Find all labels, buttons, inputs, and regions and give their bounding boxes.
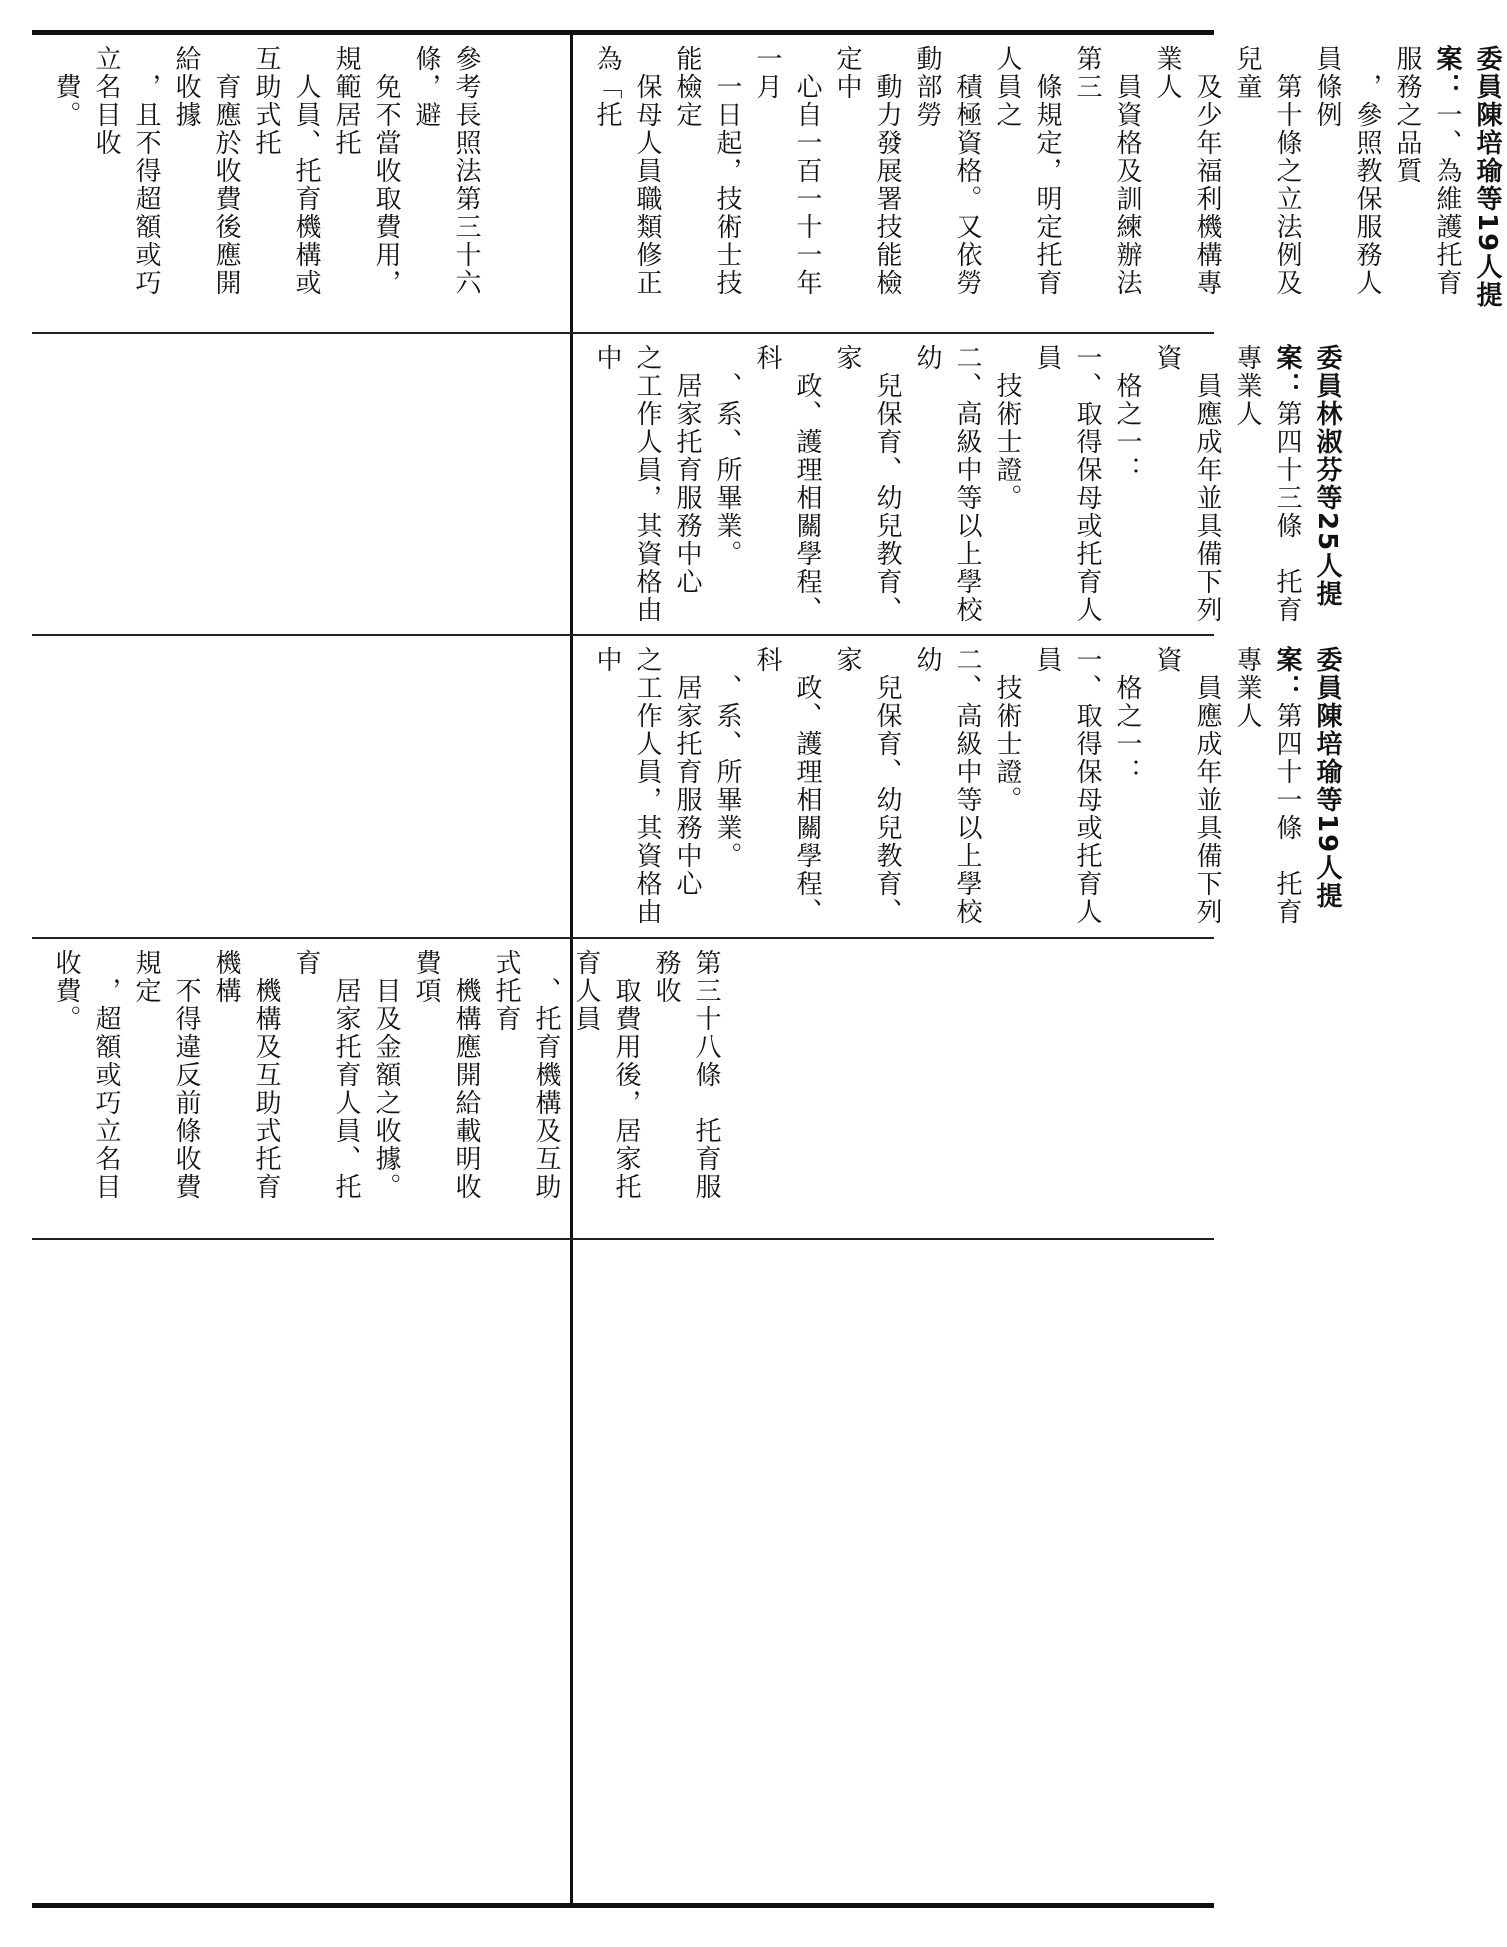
document-table bbox=[32, 30, 1502, 1908]
bottom-rule bbox=[32, 1903, 1214, 1908]
row-2-proposal-heading: 委員林淑芬等25人提案： bbox=[1272, 344, 1342, 609]
row-2-left-cell bbox=[32, 334, 570, 634]
row-5-right-cell bbox=[573, 1240, 1214, 1903]
row-1-right-cell bbox=[573, 35, 1502, 332]
row-3-right-text: 第四十一條 托育專業人 員應成年並具備下列資 格之一： 一、取得保母或托育人員 技術士證。 二、高級中等以上學校幼 兒保育、幼兒教育、家 政、護理相關學程、科 、系、所畢業。 居家托育服務中心 之工作人員，其資格由中 bbox=[592, 646, 1302, 926]
row-5-left-cell bbox=[32, 1240, 570, 1903]
row-3-right-cell bbox=[573, 636, 1342, 937]
row-1-left-text: 參考長照法第三十六條，避 免不當收取費用，規範居托 人員、托育機構或互助式托 育應於收費後應開給收據 ，且不得超額或巧立名目收 費。 bbox=[51, 45, 481, 297]
row-1-left-cell bbox=[32, 35, 570, 332]
row-2-right-block bbox=[587, 344, 1347, 624]
row-4-right-cell bbox=[573, 939, 1214, 1238]
row-2-right-text: 第四十三條 托育專業人 員應成年並具備下列資 格之一： 一、取得保母或托育人員 技術士證。 二、高級中等以上學校幼 兒保育、幼兒教育、家 政、護理相關學程、科 、系、所畢業。 居家托育服務中心 之工作人員，其資格由中 bbox=[592, 344, 1302, 624]
row-4-left-cell bbox=[32, 939, 721, 1238]
row-4-left-text: 第三十八條 托育服務收 取費用後，居家托育人員 、托育機構及互助式托育 機構應開給載明收費項 目及金額之收據。 居家托育人員、托育 機構及互助式托育機構 不得違反前條收費規定 ，超額或巧立名目收費。 bbox=[51, 949, 721, 1201]
row-3-right-block bbox=[587, 646, 1347, 927]
row-3-left-cell bbox=[32, 636, 570, 937]
row-1-right-text: 一、為維護托育服務之品質 ，參照教保服務人員條例 第十條之立法例及兒童 及少年福利機構專業人 員資格及訓練辦法第三 條規定，明定托育人員之 積極資格。又依勞動部勞 動力發展署技能檢定中 心自一百一十一年一月 一日起，技術士技能檢定 保母人員職類修正為「托 bbox=[592, 45, 1462, 297]
row-3-proposal-heading: 委員陳培瑜等19人提案： bbox=[1272, 646, 1342, 911]
row-1-proposal-heading: 委員陳培瑜等19人提案： bbox=[1432, 45, 1502, 310]
row-1-right-block bbox=[587, 45, 1507, 322]
row-2-right-cell bbox=[573, 334, 1342, 634]
